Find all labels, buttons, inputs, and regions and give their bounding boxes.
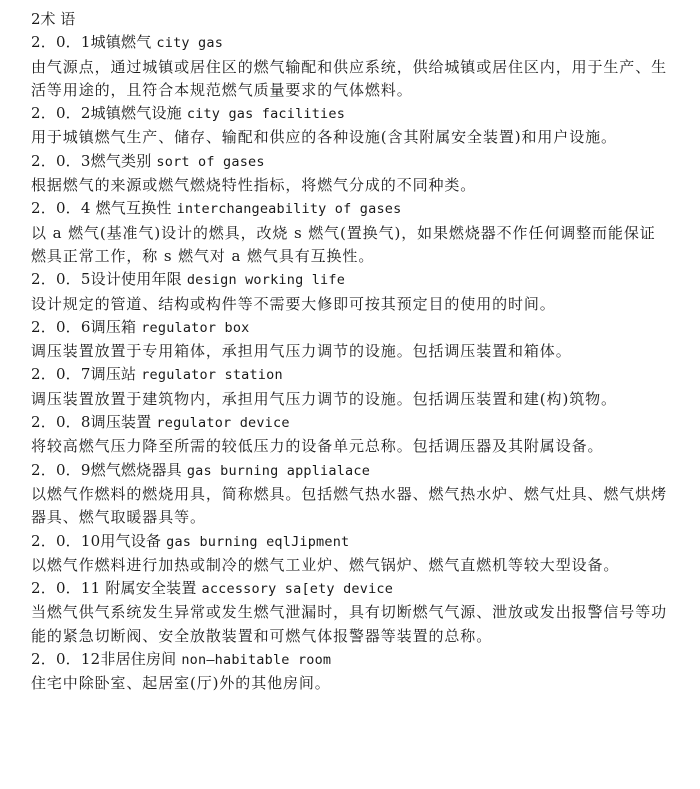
term-heading: [31, 363, 671, 387]
term-definition: 以燃气作燃料的燃烧用具，简称燃具。包括燃气热水器、燃气热水炉、燃气灶具、燃气烘烤器具、燃气取暖器具等。: [31, 484, 668, 527]
term-chinese-name: 附属安全装置: [100, 579, 197, 598]
term-chinese-name: 用气设备: [100, 531, 162, 550]
term-entry: [31, 102, 671, 150]
section-title: 2术 语: [31, 10, 76, 28]
term-chinese-name: 设计使用年限: [90, 270, 182, 289]
term-definition: 设计规定的管道、结构或构件等不需要大修即可按其预定目的使用的时间。: [31, 294, 556, 313]
term-english-name: city gas: [156, 35, 224, 52]
term-number: 2．0．2: [31, 104, 91, 123]
term-chinese-name: 城镇燃气: [90, 33, 152, 52]
term-heading: [31, 197, 671, 221]
term-english-name: sort of gases: [156, 153, 265, 170]
term-english-name: regulator device: [156, 415, 290, 432]
term-definition: 以燃气作燃料进行加热或制冷的燃气工业炉、燃气锅炉、燃气直燃机等较大型设备。: [31, 555, 620, 574]
term-entry: [31, 459, 671, 530]
term-entry: [31, 31, 671, 102]
term-chinese-name: 燃气互换性: [90, 199, 172, 218]
term-english-name: interchangeability of gases: [176, 201, 402, 218]
term-english-name: design working life: [186, 272, 346, 289]
term-number: 2．0．10: [31, 531, 101, 550]
term-entry: [31, 530, 671, 578]
term-definition: 调压装置放置于建筑物内，承担用气压力调节的设施。包括调压装置和建(构)筑物。: [31, 389, 617, 408]
term-english-name: regulator box: [141, 319, 250, 336]
term-entry: [31, 363, 671, 411]
term-heading: [31, 150, 671, 174]
term-entry: [31, 316, 671, 364]
terminology-document: [31, 8, 671, 696]
term-chinese-name: 调压站: [90, 365, 137, 384]
term-english-name: accessory sa[ety device: [201, 581, 394, 598]
term-chinese-name: 燃气类别: [90, 151, 152, 170]
term-entry: [31, 268, 671, 316]
term-definition: 根据燃气的来源或燃气燃烧特性指标，将燃气分成的不同种类。: [31, 176, 477, 195]
term-chinese-name: 燃气燃烧器具: [90, 460, 182, 479]
term-chinese-name: 调压箱: [90, 317, 137, 336]
term-definition: 当燃气供气系统发生异常或发生燃气泄漏时，具有切断燃气气源、泄放或发出报警信号等功能的紧急切断阀、安全放散装置和可燃气体报警器等装置的总称。: [31, 603, 668, 645]
term-english-name: gas burning eqlJipment: [166, 533, 350, 550]
term-number: 2．0．8: [31, 413, 91, 432]
term-entry: [31, 197, 671, 268]
term-heading: [31, 316, 671, 340]
term-number: 2．0．5: [31, 270, 91, 289]
term-heading: [31, 31, 671, 55]
term-number: 2．0．3: [31, 151, 91, 170]
term-definition: 由气源点，通过城镇或居住区的燃气输配和供应系统，供给城镇或居住区内，用于生产、生活等用途的，且符合本规范燃气质量要求的气体燃料。: [31, 57, 668, 99]
term-english-name: non—habitable room: [181, 652, 332, 669]
term-heading: [31, 411, 671, 435]
term-definition: 调压装置放置于专用箱体，承担用气压力调节的设施。包括调压装置和箱体。: [31, 342, 572, 361]
term-english-name: city gas facilities: [186, 106, 346, 123]
term-english-name: regulator station: [141, 367, 283, 384]
term-heading: [31, 530, 671, 554]
term-number: 2．0．4: [31, 199, 91, 218]
terms-list: [31, 31, 671, 695]
term-entry: [31, 150, 671, 198]
term-number: 2．0．12: [31, 650, 101, 669]
term-entry: [31, 648, 671, 696]
term-chinese-name: 调压装置: [90, 413, 152, 432]
term-entry: [31, 577, 671, 648]
term-heading: [31, 577, 671, 601]
term-number: 2．0．9: [31, 460, 91, 479]
term-english-name: gas burning applialace: [186, 462, 371, 479]
term-heading: [31, 268, 671, 292]
term-definition: 以 a 燃气(基准气)设计的燃具，改烧 s 燃气(置换气)，如果燃烧器不作任何调整而能保证燃具正常工作，称 s 燃气对 a 燃气具有互换性。: [31, 223, 656, 265]
term-heading: [31, 648, 671, 672]
term-heading: [31, 459, 671, 483]
term-number: 2．0．11: [31, 579, 101, 598]
term-number: 2．0．1: [31, 33, 91, 52]
term-heading: [31, 102, 671, 126]
term-definition: 住宅中除卧室、起居室(厅)外的其他房间。: [31, 674, 331, 693]
term-definition: 将较高燃气压力降至所需的较低压力的设备单元总称。包括调压器及其附属设备。: [31, 437, 604, 456]
term-chinese-name: 城镇燃气设施: [90, 104, 182, 123]
term-entry: [31, 411, 671, 459]
term-chinese-name: 非居住房间: [100, 650, 177, 669]
term-number: 2．0．6: [31, 317, 91, 336]
term-definition: 用于城镇燃气生产、储存、输配和供应的各种设施(含其附属安全装置)和用户设施。: [31, 128, 617, 147]
term-number: 2．0．7: [31, 365, 91, 384]
